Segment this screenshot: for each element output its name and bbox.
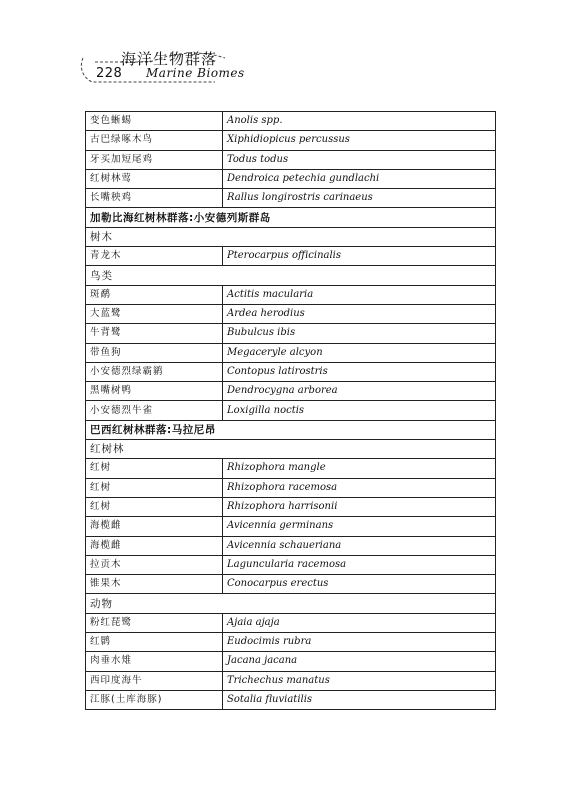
table-row (86, 208, 496, 227)
common-name-cell: 海榄雌 (86, 517, 223, 536)
scientific-name-cell: Rhizophora racemosa (223, 478, 496, 497)
table-row (86, 304, 496, 323)
scientific-name-cell: Avicennia schaueriana (223, 536, 496, 555)
page-number: 228 (96, 66, 123, 81)
table-row (86, 671, 496, 690)
subgroup-heading-cell: 红树林 (86, 440, 496, 459)
scientific-name-cell: Jacana jacana (223, 652, 496, 671)
common-name-cell: 海榄雌 (86, 536, 223, 555)
common-name-cell: 西印度海牛 (86, 671, 223, 690)
table-row (86, 401, 496, 420)
scientific-name-cell: Trichechus manatus (223, 671, 496, 690)
common-name-cell: 牛背鹭 (86, 324, 223, 343)
table-row (86, 362, 496, 381)
common-name-cell: 红树 (86, 497, 223, 516)
header-title-en: Marine Biomes (146, 66, 245, 80)
table-row (86, 131, 496, 150)
table-row (86, 420, 496, 439)
scientific-name-cell: Avicennia germinans (223, 517, 496, 536)
table-row (86, 150, 496, 169)
table-row (86, 382, 496, 401)
common-name-cell: 古巴绿啄木鸟 (86, 131, 223, 150)
common-name-cell: 小安德烈绿霸鹟 (86, 362, 223, 381)
table-row (86, 536, 496, 555)
scientific-name-cell: Dendroica petechia gundlachi (223, 169, 496, 188)
subgroup-heading-cell: 鸟类 (86, 266, 496, 285)
scientific-name-cell: Ajaia ajaja (223, 613, 496, 632)
common-name-cell: 肉垂水雉 (86, 652, 223, 671)
table-row (86, 690, 496, 709)
scientific-name-cell: Rallus longirostris carinaeus (223, 189, 496, 208)
scientific-name-cell: Dendrocygna arborea (223, 382, 496, 401)
table-row (86, 169, 496, 188)
common-name-cell: 青龙木 (86, 247, 223, 266)
scientific-name-cell: Conocarpus erectus (223, 575, 496, 594)
species-table (85, 111, 496, 710)
common-name-cell: 黑嘴树鸭 (86, 382, 223, 401)
common-name-cell: 拉贡木 (86, 555, 223, 574)
table-row (86, 594, 496, 613)
table-row (86, 285, 496, 304)
table-row (86, 555, 496, 574)
scientific-name-cell: Contopus latirostris (223, 362, 496, 381)
table-row (86, 189, 496, 208)
common-name-cell: 带鱼狗 (86, 343, 223, 362)
scientific-name-cell: Actitis macularia (223, 285, 496, 304)
table-row (86, 517, 496, 536)
common-name-cell: 小安德烈牛雀 (86, 401, 223, 420)
table-row (86, 227, 496, 246)
section-heading-cell: 加勒比海红树林群落:小安德列斯群岛 (86, 208, 496, 227)
common-name-cell: 红树 (86, 459, 223, 478)
scientific-name-cell: Ardea herodius (223, 304, 496, 323)
table-row (86, 459, 496, 478)
table-row (86, 324, 496, 343)
page-header (0, 0, 570, 90)
scientific-name-cell: Sotalia fluviatilis (223, 690, 496, 709)
scientific-name-cell: Rhizophora harrisonii (223, 497, 496, 516)
table-row (86, 633, 496, 652)
header-title-cn: 海洋生物群落 (121, 50, 218, 68)
common-name-cell: 红树林莺 (86, 169, 223, 188)
common-name-cell: 长嘴秧鸡 (86, 189, 223, 208)
table-row (86, 343, 496, 362)
table-row (86, 497, 496, 516)
scientific-name-cell: Megaceryle alcyon (223, 343, 496, 362)
scientific-name-cell: Laguncularia racemosa (223, 555, 496, 574)
scientific-name-cell: Bubulcus ibis (223, 324, 496, 343)
scientific-name-cell: Xiphidiopicus percussus (223, 131, 496, 150)
scientific-name-cell: Eudocimis rubra (223, 633, 496, 652)
common-name-cell: 变色蜥蜴 (86, 112, 223, 131)
subgroup-heading-cell: 动物 (86, 594, 496, 613)
scientific-name-cell: Loxigilla noctis (223, 401, 496, 420)
scientific-name-cell: Rhizophora mangle (223, 459, 496, 478)
table-row (86, 440, 496, 459)
table-row (86, 478, 496, 497)
table-row (86, 652, 496, 671)
common-name-cell: 江豚(土库海豚) (86, 690, 223, 709)
subgroup-heading-cell: 树木 (86, 227, 496, 246)
table-row (86, 266, 496, 285)
common-name-cell: 斑鹬 (86, 285, 223, 304)
table-row (86, 247, 496, 266)
common-name-cell: 大蓝鹭 (86, 304, 223, 323)
scientific-name-cell: Anolis spp. (223, 112, 496, 131)
scientific-name-cell: Todus todus (223, 150, 496, 169)
table-row (86, 613, 496, 632)
table-row (86, 575, 496, 594)
common-name-cell: 锥果木 (86, 575, 223, 594)
common-name-cell: 红树 (86, 478, 223, 497)
common-name-cell: 牙买加短尾鸡 (86, 150, 223, 169)
table-row (86, 112, 496, 131)
scientific-name-cell: Pterocarpus officinalis (223, 247, 496, 266)
common-name-cell: 粉红琵鹭 (86, 613, 223, 632)
section-heading-cell: 巴西红树林群落:马拉尼昂 (86, 420, 496, 439)
common-name-cell: 红鹮 (86, 633, 223, 652)
header-decoration (0, 0, 570, 90)
